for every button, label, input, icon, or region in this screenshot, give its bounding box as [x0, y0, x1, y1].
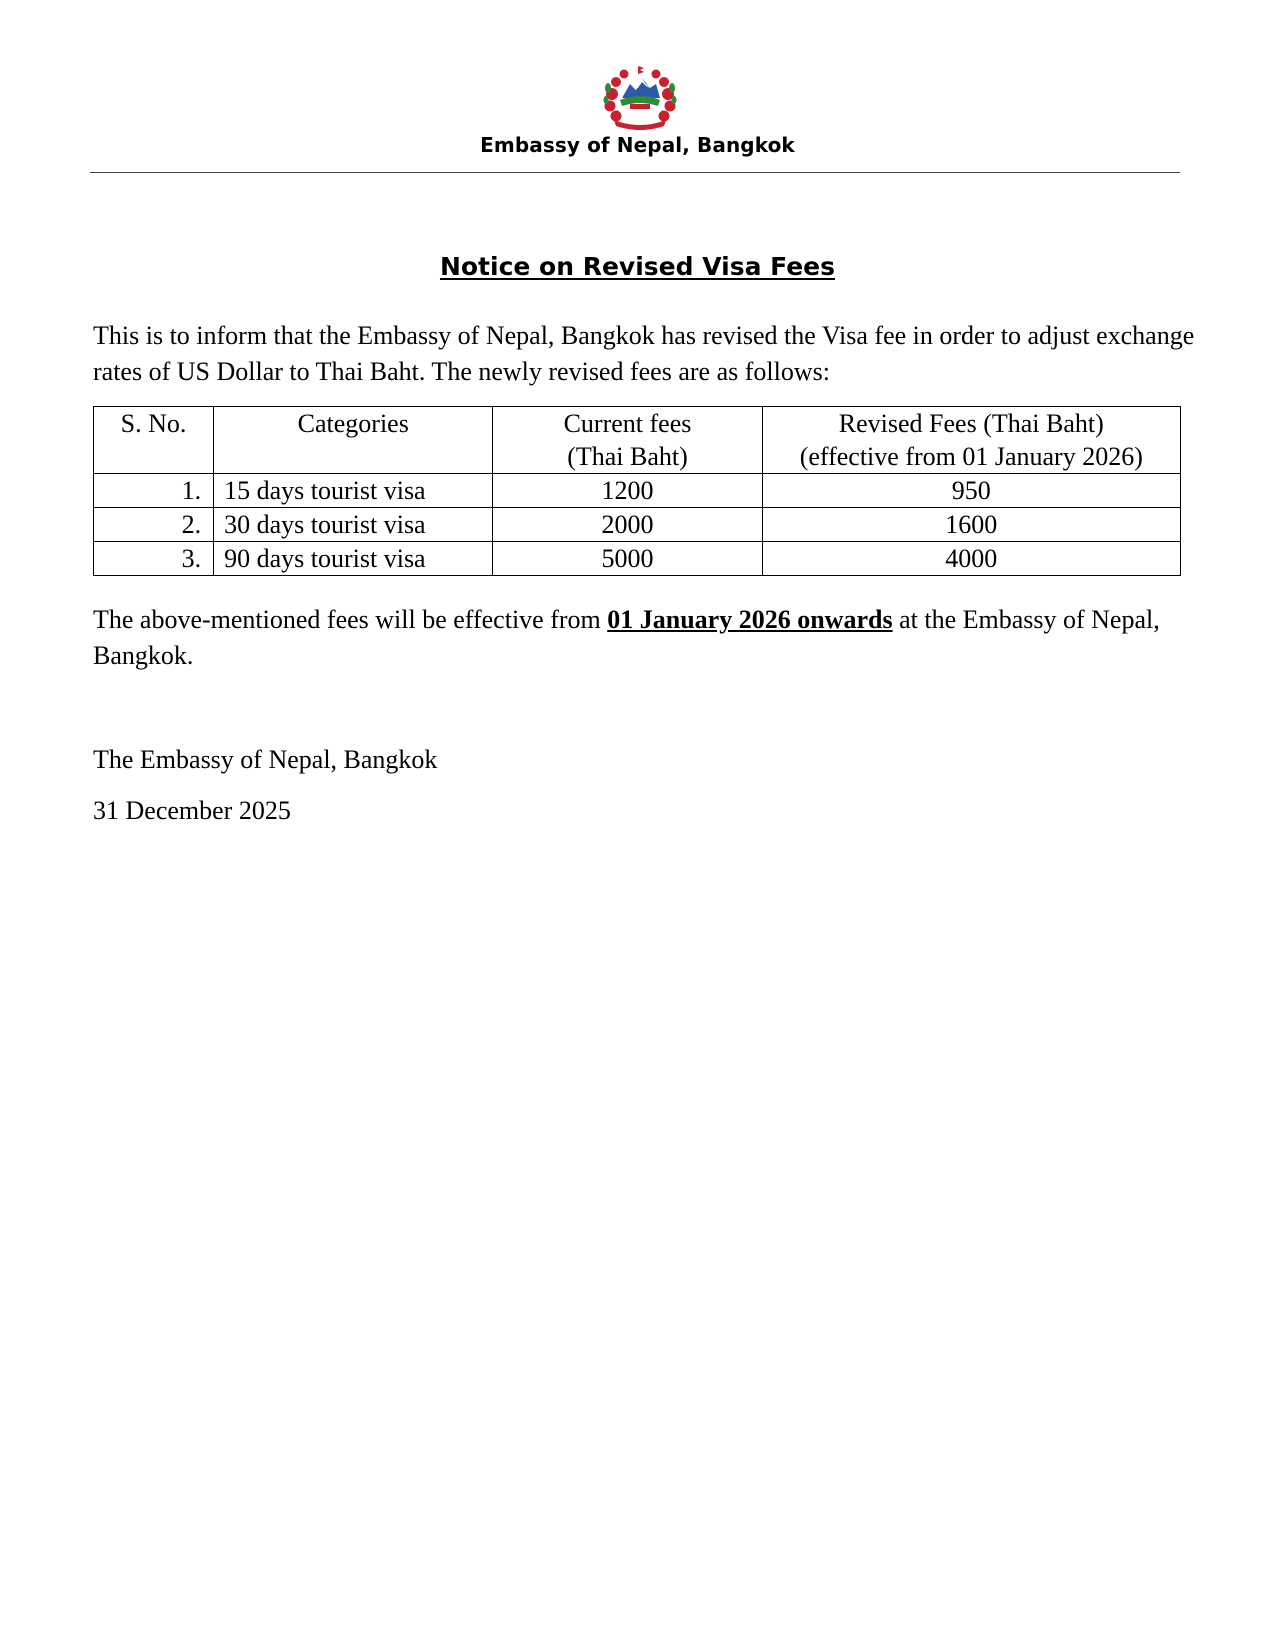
header-current-line1: Current fees: [563, 409, 692, 438]
embassy-header-title: Embassy of Nepal, Bangkok: [480, 133, 795, 157]
header-category: Categories: [214, 407, 493, 474]
header-revised-fees: [762, 407, 1180, 474]
header-revised-line1: Revised Fees (Thai Baht): [838, 409, 1104, 438]
visa-fee-table: [93, 406, 1181, 576]
table-row: [94, 474, 1181, 508]
row-revised-fee: 950: [762, 474, 1180, 508]
table-row: [94, 508, 1181, 542]
row-sno: 2.: [94, 508, 214, 542]
notice-title: Notice on Revised Visa Fees: [439, 252, 836, 281]
header-divider: [90, 172, 1180, 173]
nepal-coat-of-arms-icon: [600, 64, 680, 132]
header-current-line2: (Thai Baht): [567, 442, 688, 471]
row-sno: 1.: [94, 474, 214, 508]
table-header-row: [94, 407, 1181, 474]
signature-date: 31 December 2025: [93, 796, 291, 825]
row-revised-fee: 1600: [762, 508, 1180, 542]
row-revised-fee: 4000: [762, 542, 1180, 576]
row-current-fee: 5000: [493, 542, 762, 576]
row-current-fee: 1200: [493, 474, 762, 508]
header-revised-line2: (effective from 01 January 2026): [799, 442, 1143, 471]
table-row: [94, 542, 1181, 576]
row-current-fee: 2000: [493, 508, 762, 542]
row-category: 90 days tourist visa: [214, 542, 493, 576]
effective-text-before: The above-mentioned fees will be effective from: [93, 605, 608, 634]
header-sno: S. No.: [94, 407, 214, 474]
row-category: 30 days tourist visa: [214, 508, 493, 542]
header-current-fees: [493, 407, 762, 474]
intro-paragraph: This is to inform that the Embassy of Nepal, Bangkok has revised the Visa fee in order to adjust exchange rates of US Dollar to Thai Baht. The newly revised fees are as follows:: [93, 321, 1195, 386]
effective-date-highlight: 01 January 2026 onwards: [607, 605, 893, 634]
signature-organization: The Embassy of Nepal, Bangkok: [93, 745, 438, 774]
effective-text-after: at the Embassy of Nepal, Bangkok.: [93, 605, 1160, 670]
row-category: 15 days tourist visa: [214, 474, 493, 508]
row-sno: 3.: [94, 542, 214, 576]
effective-date-paragraph: [93, 602, 1203, 674]
